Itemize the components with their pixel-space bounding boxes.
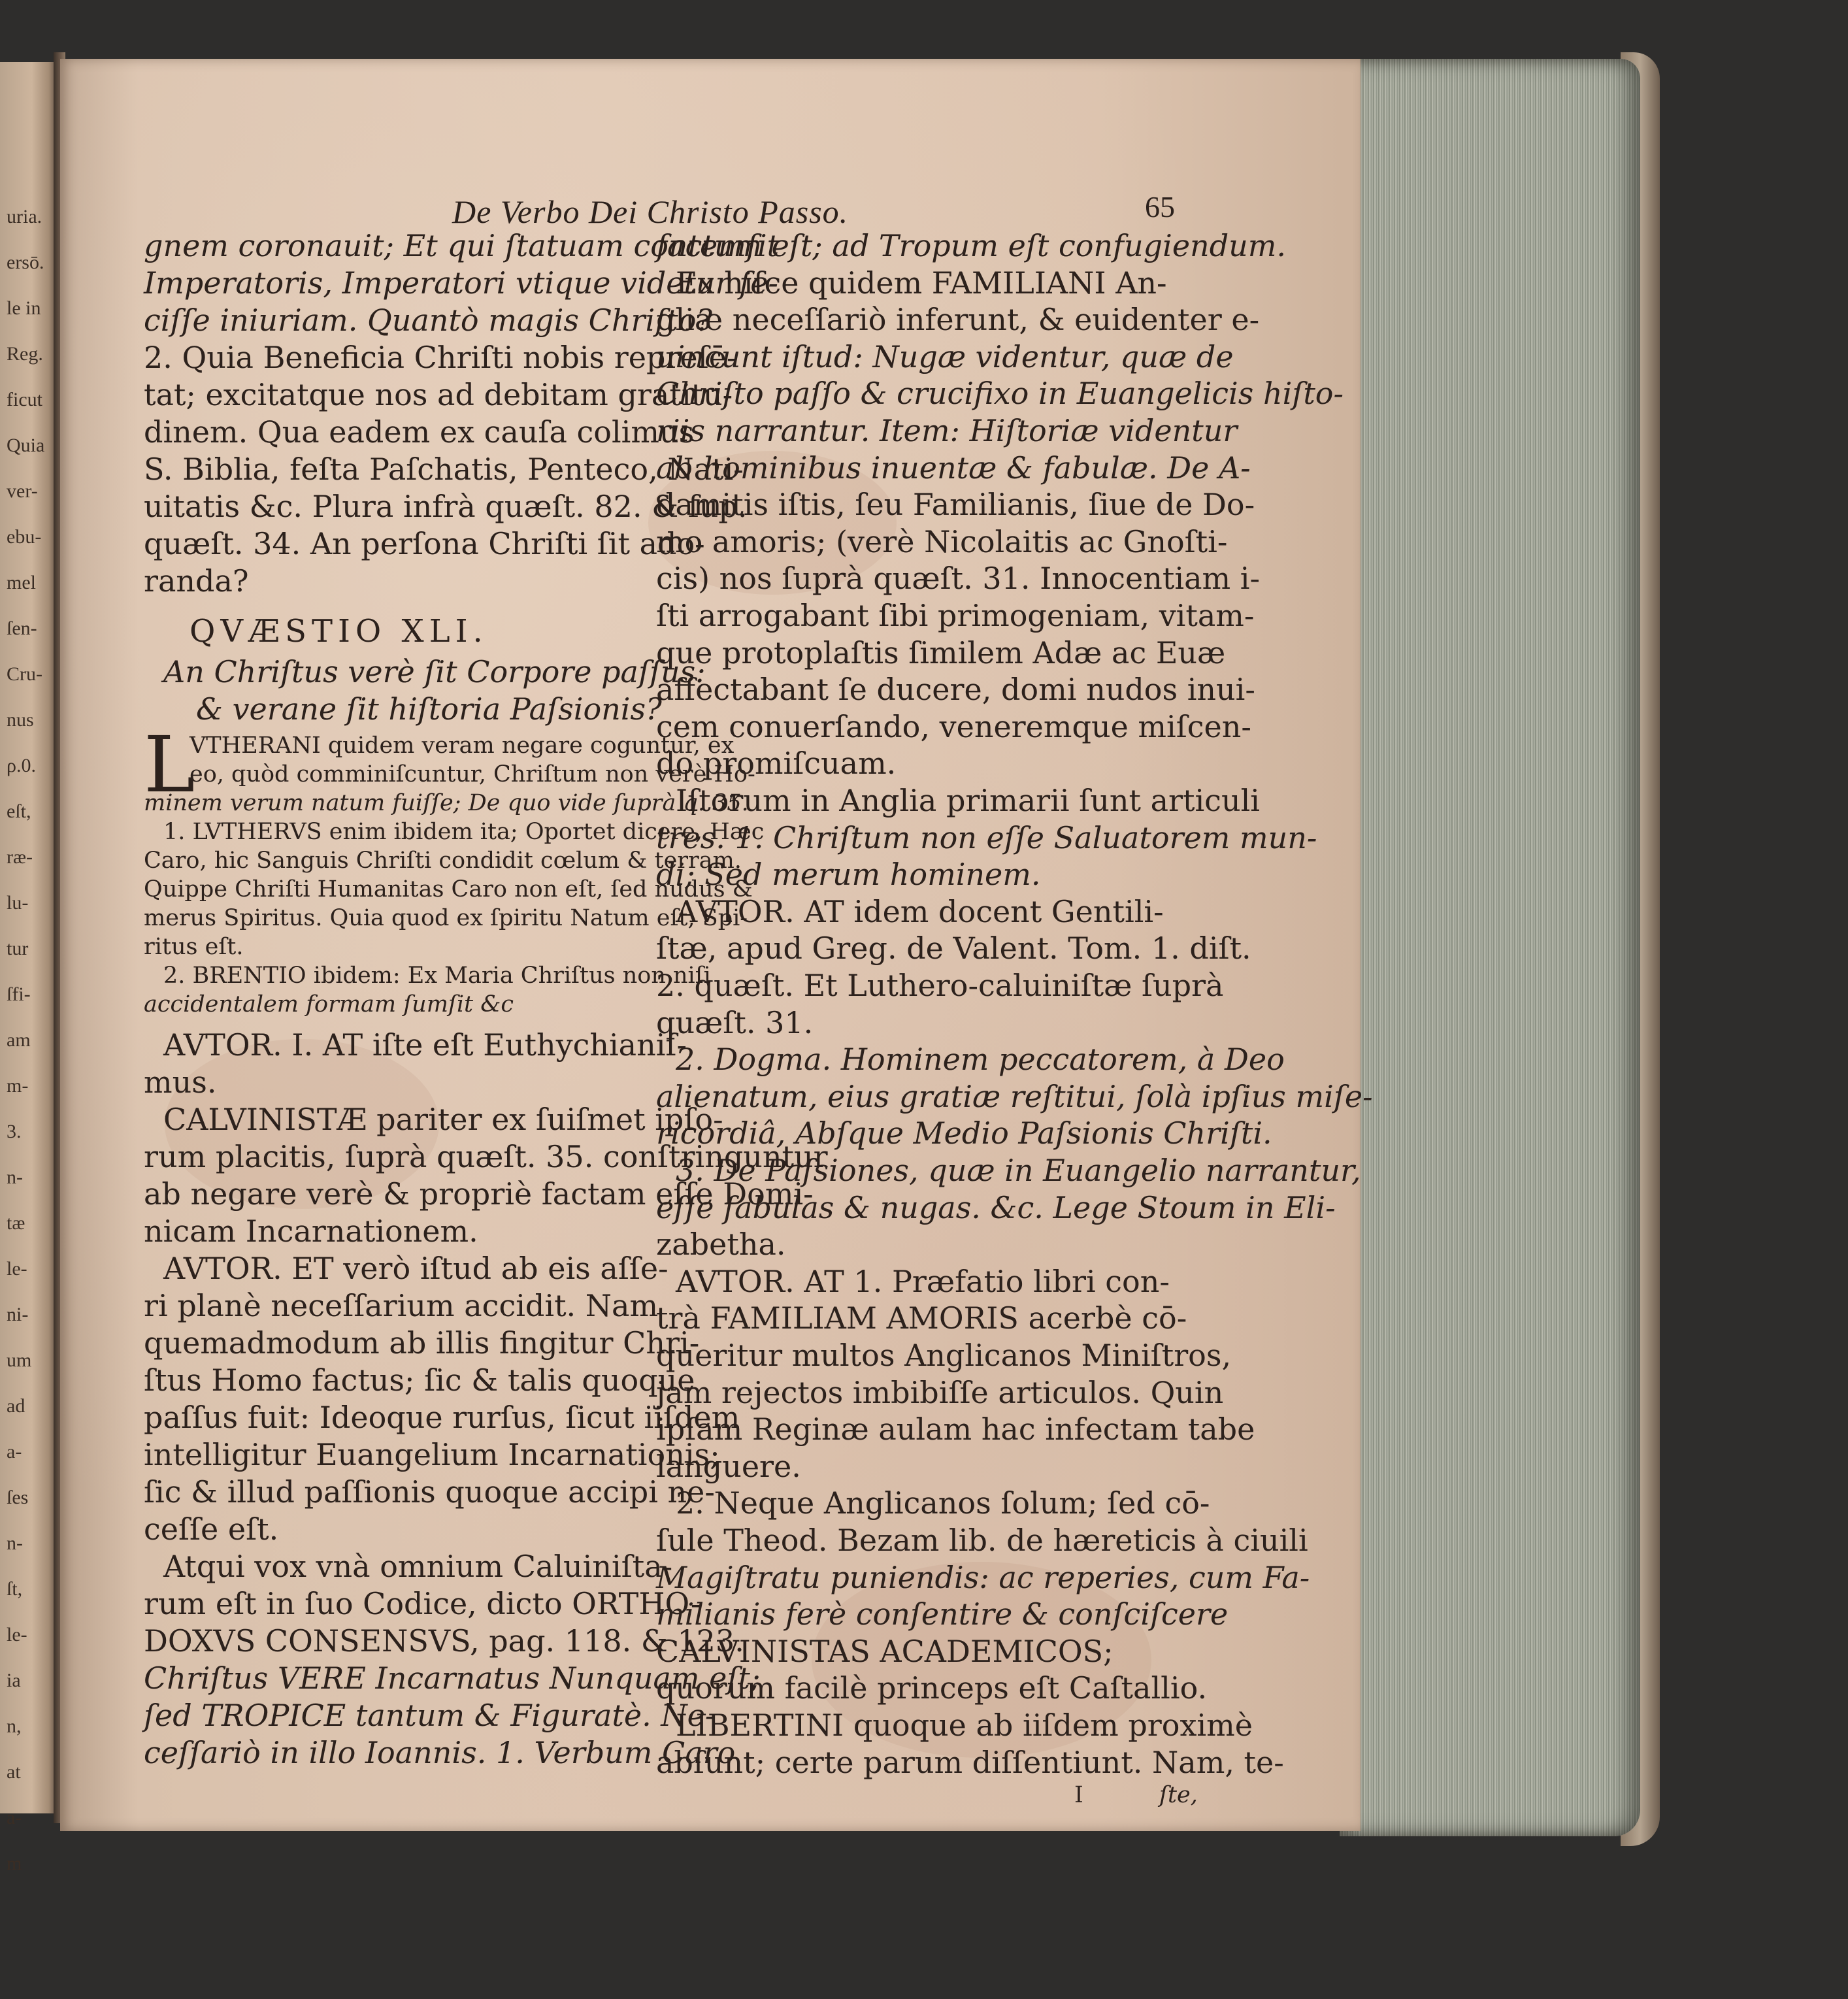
text-line: Imperatoris, Imperatori vtique videtur fe- [144, 265, 778, 301]
facing-page-fragment: ad [7, 1395, 25, 1417]
text-line: ceſſe eſt. [144, 1512, 279, 1547]
text-line: trà FAMILIAM AMORIS acerbè cō- [656, 1300, 1187, 1336]
text-line: Atqui vox vnà omnium Caluiniſta- [163, 1549, 673, 1584]
facing-page-fragment: a- [7, 1441, 22, 1462]
facing-page-fragment: ſfi- [7, 983, 31, 1005]
text-line: ab negare verè & propriè factam eſſe Domi- [144, 1176, 814, 1212]
facing-page-fragment: Reg. [7, 343, 43, 365]
question-heading: QVÆSTIO XLI. [190, 613, 488, 650]
text-line: uitatis &c. Plura infrà quæſt. 82. & ſup. [144, 489, 748, 524]
facing-page-fragment: le- [7, 1624, 27, 1645]
text-line: quæſt. 34. An perſona Chriſti ſit ado- [144, 526, 705, 561]
text-line: Magiſtratu puniendis: ac reperies, cum Fa- [656, 1559, 1310, 1595]
text-line: abſunt; certe parum diſſentiunt. Nam, te- [656, 1744, 1284, 1780]
signature-mark: I [1074, 1782, 1083, 1809]
facing-page-fragment: eſt, [7, 801, 31, 822]
text-line: ricordiâ, Abſque Medio Paſsionis Chriſti. [656, 1115, 1272, 1151]
facing-page-fragment: n- [7, 1532, 23, 1554]
text-line: riis narrantur. Item: Hiſtoriæ videntur [656, 413, 1238, 448]
small-text-line: VTHERANI quidem veram negare coguntur, ex [190, 733, 734, 759]
text-line: do promiſcuam. [656, 746, 897, 782]
text-line: ſule Theod. Bezam lib. de hæreticis à ciuili [656, 1523, 1308, 1558]
drop-capital: L [144, 719, 195, 810]
text-line: 2. Quia Beneficia Chriſti nobis repreſē- [144, 340, 737, 375]
question-title: An Chriſtus verè ſit Corpore paſſus: [163, 654, 706, 689]
facing-page-fragment: am [7, 1029, 31, 1051]
question-title: & verane ſit hiſtoria Paſsionis? [196, 691, 662, 727]
text-line: uincunt iſtud: Nugæ videntur, quæ de [656, 339, 1234, 374]
text-line: Iſtorum in Anglia primarii ſunt articuli [676, 783, 1260, 818]
text-line: ri planè neceſſarium accidit. Nam [144, 1288, 659, 1323]
facing-page-fragment: ρ.0. [7, 755, 36, 776]
facing-page-fragment: ficut [7, 389, 42, 410]
text-line: AVTOR. ET verò iſtud ab eis aſſe- [163, 1251, 668, 1286]
text-line: LIBERTINI quoque ab iiſdem proximè [676, 1708, 1253, 1743]
text-line: mus. [144, 1065, 217, 1100]
text-line: jam rejectos imbibiſſe articulos. Quin [656, 1374, 1224, 1410]
text-line: tat; excitatque nos ad debitam gratitu- [144, 377, 733, 412]
facing-page-fragment: m [7, 1853, 22, 1874]
text-line: ab hominibus inuentæ & fabulæ. De A- [656, 450, 1251, 486]
small-text-line: ritus eſt. [144, 934, 244, 960]
facing-page-fragment: ver- [7, 480, 38, 502]
facing-page-fragment: n, [7, 1715, 22, 1737]
text-line: dinem. Qua eadem ex cauſa colimus [144, 414, 695, 450]
facing-page-fragment: m- [7, 1075, 29, 1097]
text-line: CALVINISTÆ pariter ex ſuiſmet ipſo- [163, 1102, 723, 1137]
text-line: nicam Incarnationem. [144, 1214, 478, 1249]
text-line: intelligitur Euangelium Incarnationis; [144, 1437, 720, 1472]
text-line: tres. 1. Chriſtum non eſſe Saluatorem mun- [656, 819, 1317, 855]
facing-page-fragment: ræ- [7, 846, 33, 868]
text-line: Ex hiſce quidem FAMILIANI An- [676, 265, 1167, 301]
facing-page-fragment: n- [7, 1166, 23, 1188]
text-line: affectabant ſe ducere, domi nudos inui- [656, 672, 1255, 708]
facing-page-fragment: Quia [7, 435, 45, 456]
facing-page-fragment: ſt, [7, 1578, 23, 1600]
text-line: ſed TROPICE tantum & Figuratè. Ne- [144, 1698, 716, 1733]
small-text-line: merus Spiritus. Quia quod ex ſpiritu Natum eſt, Spi- [144, 905, 748, 931]
left-page-fragment [0, 62, 58, 1874]
text-line: ſtæ, apud Greg. de Valent. Tom. 1. diſt. [656, 931, 1251, 966]
facing-page-fragment: ſen- [7, 618, 37, 639]
text-line: AVTOR. I. AT iſte eſt Euthychianiſ- [163, 1027, 687, 1063]
facing-page-fragment: a- [7, 1807, 22, 1828]
text-line: cis) nos ſuprà quæſt. 31. Innocentiam i- [656, 561, 1261, 597]
text-line: ceſſariò in illo Ioannis. 1. Verbum Caro [144, 1735, 736, 1770]
text-line: gnem coronauit; Et qui ſtatuam contemſit [144, 228, 780, 263]
facing-page-fragment: Cru- [7, 663, 42, 685]
text-line: Chriſtus VERE Incarnatus Nunquam eſt; [144, 1660, 761, 1696]
text-line: di; Sed merum hominem. [656, 857, 1041, 893]
text-line: randa? [144, 563, 249, 599]
facing-page-fragment: tæ [7, 1212, 25, 1234]
text-line: ſtus Homo factus; ſic & talis quoque [144, 1363, 695, 1398]
facing-page-fragment: ebu- [7, 526, 42, 548]
text-line: DOXVS CONSENSVS, pag. 118. & 123. [144, 1623, 744, 1659]
text-line: 3. De Paſsiones, quæ in Euangelio narrantur, [676, 1153, 1361, 1188]
text-line: 2. Dogma. Hominem peccatorem, à Deo [676, 1042, 1285, 1078]
facing-page-fragment: tur [7, 938, 29, 959]
page-number: 65 [1145, 190, 1175, 223]
text-line: AVTOR. AT 1. Præfatio libri con- [676, 1263, 1170, 1299]
facing-page-fragment: mel [7, 572, 36, 593]
text-line: ſic & illud paſſionis quoque accipi ne- [144, 1474, 715, 1510]
small-text-line: 1. LVTHERVS enim ibidem ita; Oportet dicere, Hæc [163, 819, 765, 845]
catchword: ſte, [1159, 1782, 1198, 1809]
text-line: quæſt. 31. [656, 1004, 814, 1040]
text-line: Chriſto paſſo & crucifixo in Euangelicis hiſto- [656, 376, 1344, 412]
small-text-line: minem verum natum fuiſſe; De quo vide ſuprà q. 35. [144, 790, 749, 816]
facing-page-fragment: 3. [7, 1121, 22, 1142]
text-line: milianis ferè conſentire & conſciſcere [656, 1596, 1229, 1632]
facing-page-fragment: uria. [7, 206, 42, 227]
text-line: S. Biblia, feſta Paſchatis, Penteco, Nati- [144, 452, 744, 487]
small-text-line: Quippe Chriſti Humanitas Caro non eſt, ſed nudus & [144, 876, 753, 902]
facing-page-fragment: nus [7, 709, 34, 731]
text-line: alienatum, eius gratiæ reſtitui, ſolà ipſius miſe- [656, 1078, 1373, 1114]
facing-page-fragment: ni- [7, 1304, 29, 1325]
text-line: mo amoris; (verè Nicolaitis ac Gnoſti- [656, 523, 1228, 559]
right-page [60, 59, 1373, 1831]
text-line: gliæ neceſſariò inferunt, & euidenter e- [656, 302, 1260, 338]
running-head: De Verbo Dei Christo Passo. [452, 193, 849, 230]
text-line: factum eſt; ad Tropum eſt confugiendum. [656, 228, 1287, 263]
facing-page-fragment: ia [7, 1670, 21, 1691]
text-line: 2. quæſt. Et Luthero-caluiniſtæ ſuprà [656, 968, 1224, 1003]
text-line: languere. [656, 1448, 801, 1484]
text-line: ſti arrogabant ſibi primogeniam, vitam- [656, 598, 1255, 633]
facing-page-fragment: le- [7, 1258, 27, 1280]
text-line: quorum facilè princeps eſt Caſtallio. [656, 1670, 1208, 1706]
text-line: AVTOR. AT idem docent Gentili- [676, 893, 1164, 929]
text-line: rum eſt in ſuo Codice, dicto ORTHO- [144, 1586, 701, 1621]
page-fore-edge [1340, 59, 1640, 1836]
text-line: paſſus fuit: Ideoque rurſus, ſicut iiſdem [144, 1400, 740, 1435]
facing-page-fragment: um [7, 1349, 32, 1371]
small-text-line: accidentalem formam ſumſit &c [144, 991, 514, 1017]
facing-page-fragment: at [7, 1761, 21, 1783]
text-line: zabetha. [656, 1227, 786, 1263]
facing-page-fragment: lu- [7, 892, 29, 914]
text-line: 2. Neque Anglicanos ſolum; ſed cō- [676, 1485, 1210, 1521]
facing-page-fragment: ersō. [7, 252, 44, 273]
text-line: que protoplaſtis ſimilem Adæ ac Euæ [656, 635, 1226, 670]
small-text-line: 2. BRENTIO ibidem: Ex Maria Chriſtus non niſi [163, 963, 711, 989]
small-text-line: Caro, hic Sanguis Chriſti condidit cœlum & terram. [144, 848, 742, 874]
text-line: damitis iſtis, ſeu Familianis, ſiue de Do- [656, 487, 1255, 523]
text-line: cem conuerſando, veneremque miſcen- [656, 708, 1251, 744]
text-line: rum placitis, ſuprà quæſt. 35. conſtringuntur [144, 1139, 828, 1174]
facing-page-fragment: ſes [7, 1487, 29, 1508]
text-line: quemadmodum ab illis fingitur Chri- [144, 1325, 700, 1361]
text-line: eſſe fabulas & nugas. &c. Lege Stoum in Eli- [656, 1189, 1336, 1225]
text-line: ciſſe iniuriam. Quantò magis Chriſto? [144, 303, 713, 338]
text-line: queritur multos Anglicanos Miniſtros, [656, 1338, 1232, 1373]
text-line: CALVINISTAS ACADEMICOS; [656, 1633, 1114, 1669]
text-line: ipſam Reginæ aulam hac infectam tabe [656, 1412, 1255, 1447]
small-text-line: eo, quòd comminiſcuntur, Chriſtum non verè Ho- [190, 761, 755, 787]
facing-page-fragment: le in [7, 297, 41, 319]
